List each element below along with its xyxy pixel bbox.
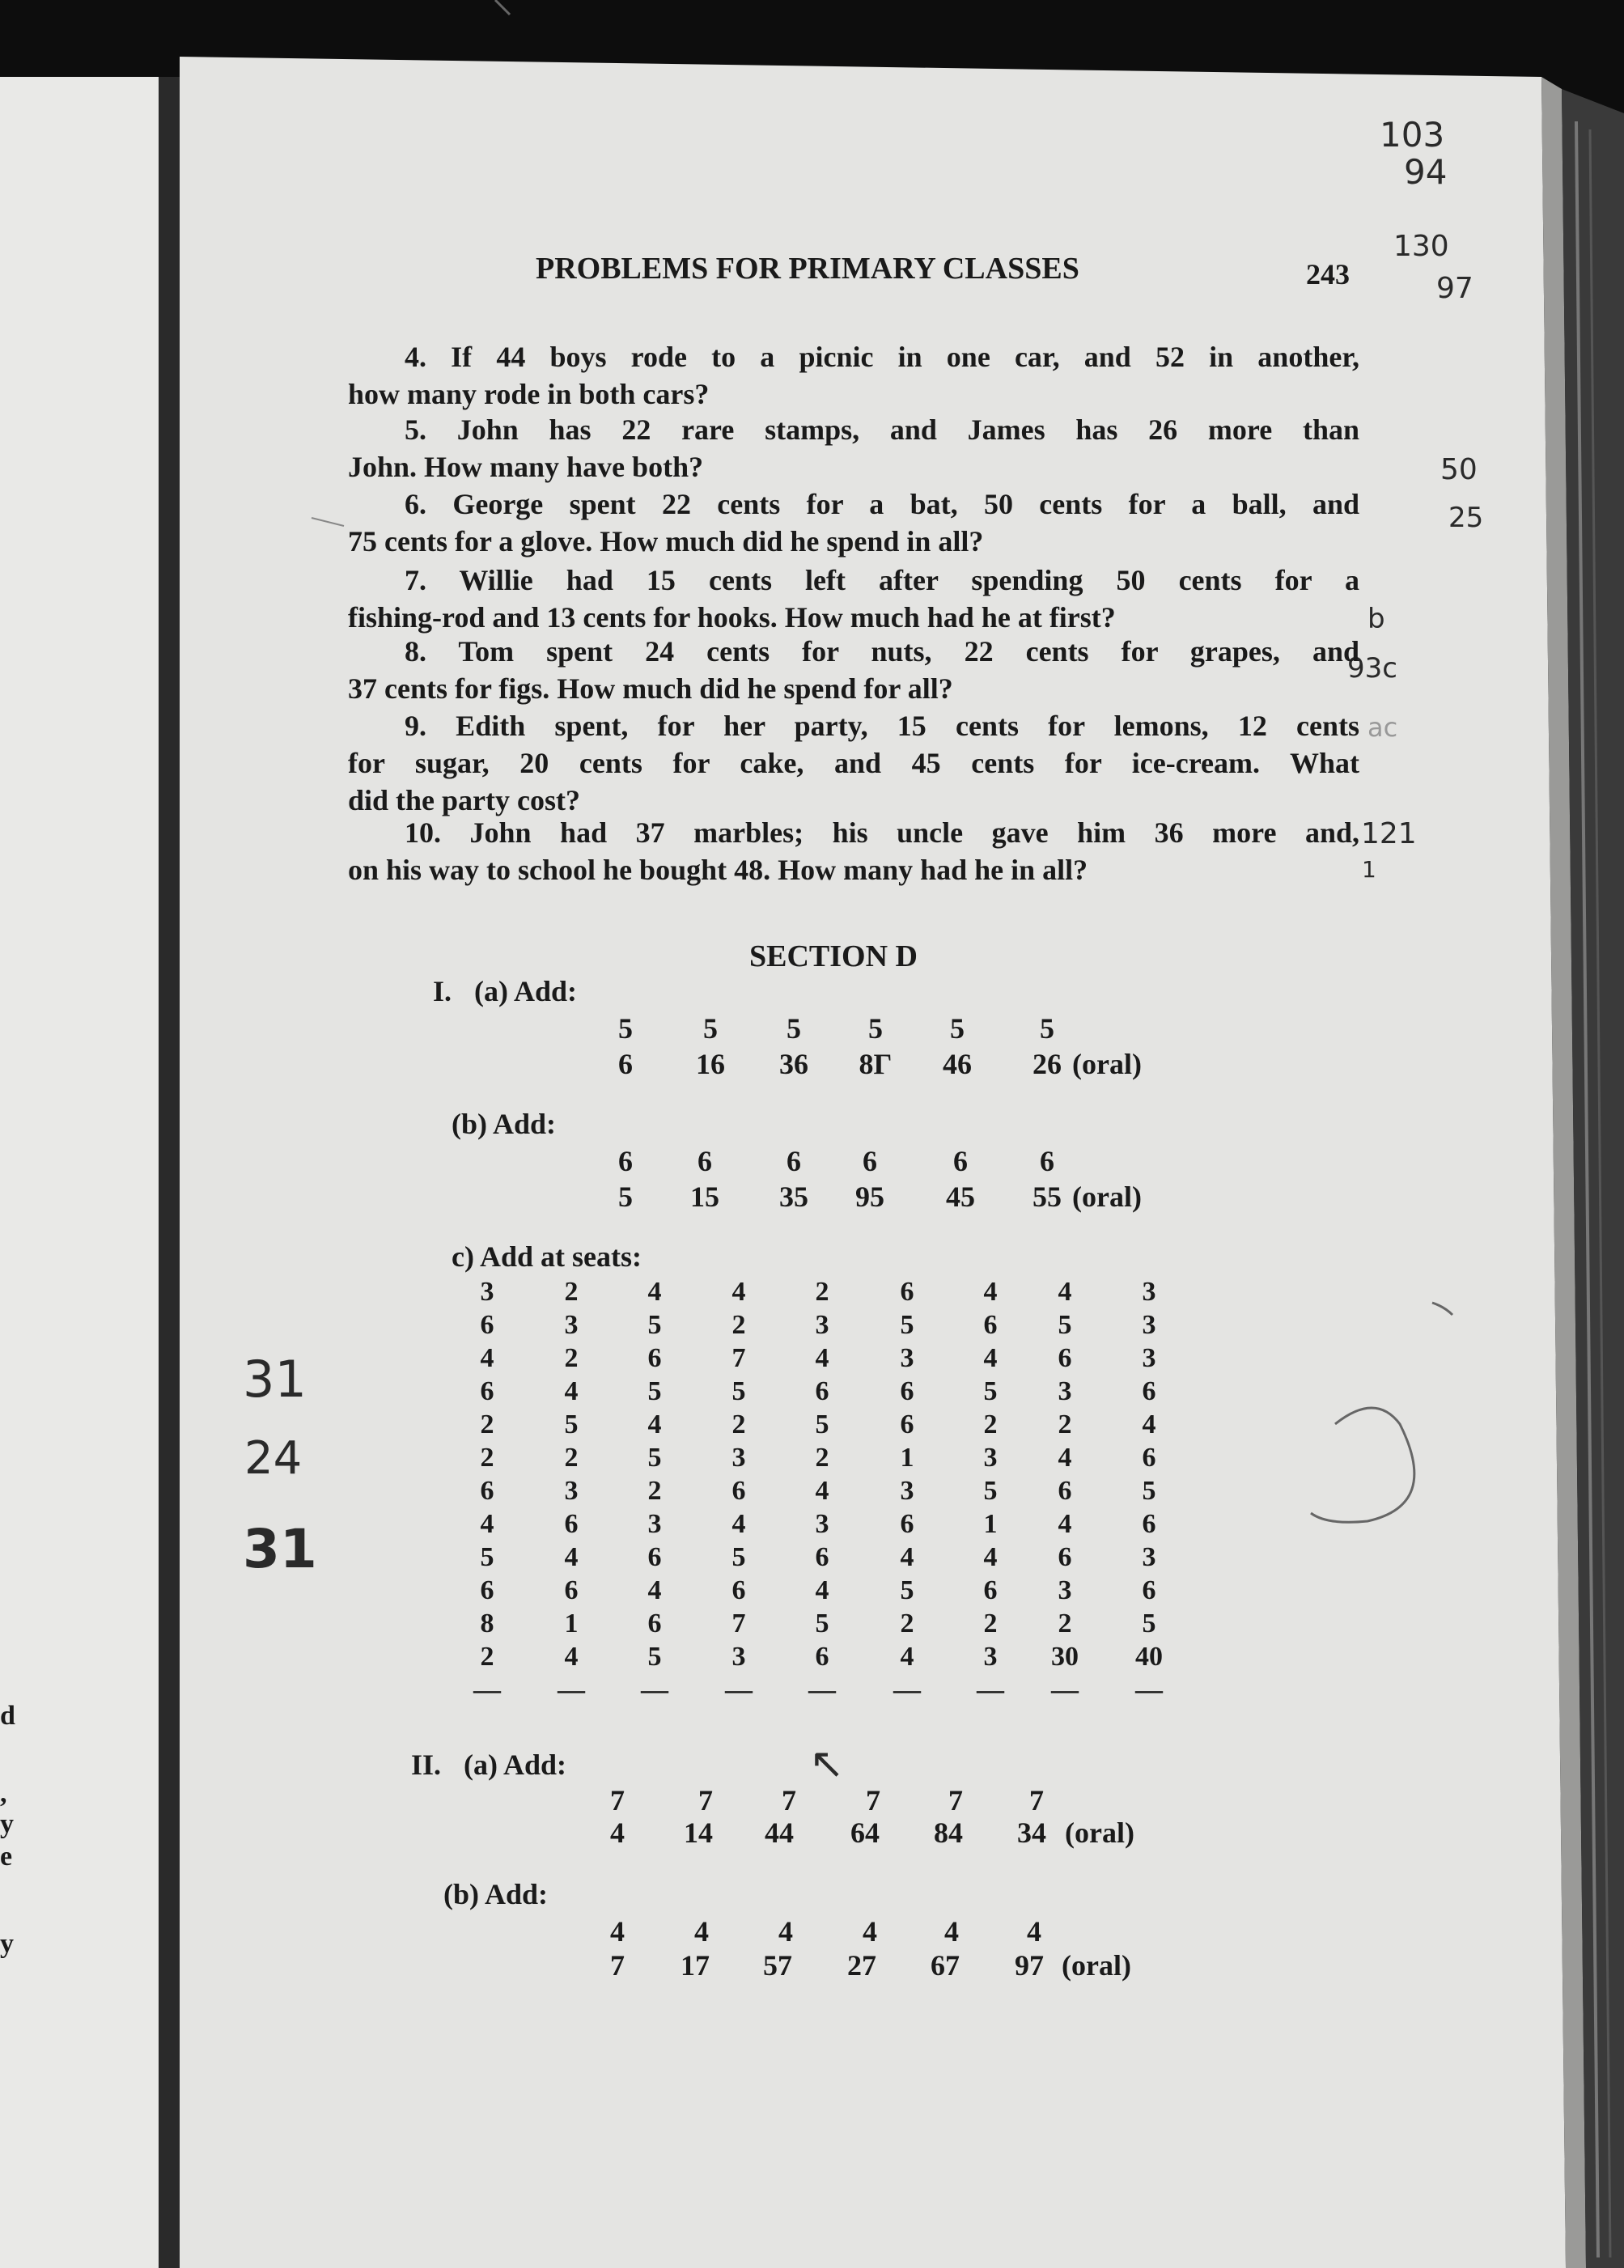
addition-column	[539, 1275, 604, 1706]
problem-line: for sugar, 20 cents for cake, and 45 cents for ice-cream. What	[348, 747, 1359, 779]
oral-note: (oral)	[1072, 1048, 1142, 1080]
sum-rule: —	[808, 1675, 836, 1705]
addition-column	[706, 1275, 771, 1706]
digit: 6	[480, 1476, 494, 1506]
problem-9	[348, 707, 1359, 819]
handwritten-note: ac	[1367, 712, 1398, 743]
problem-line: 37 cents for figs. How much did he spend for all?	[348, 672, 953, 705]
problem-line: 5. John has 22 rare stamps, and James has 26 more than	[405, 413, 1359, 446]
addend: 7	[948, 1784, 963, 1817]
handwritten-note: 93c	[1347, 652, 1397, 685]
addend: 84	[934, 1817, 963, 1849]
problem-4	[348, 338, 1359, 413]
digit: 5	[731, 1376, 746, 1406]
digit: 40	[1135, 1642, 1163, 1672]
problem-line: 7. Willie had 15 cents left after spending 50 cents for a	[405, 564, 1359, 596]
digit: 5	[480, 1542, 494, 1572]
problem-line: 6. George spent 22 cents for a bat, 50 cents for a ball, and	[405, 488, 1359, 520]
digit: 5	[731, 1542, 746, 1572]
digit: 4	[564, 1376, 579, 1406]
addend: 8Γ	[859, 1048, 893, 1080]
digit: 5	[1142, 1476, 1156, 1506]
handwritten-note: 94	[1404, 152, 1448, 192]
handwritten-note: 31	[243, 1350, 307, 1409]
exercise-label: (b) Add:	[443, 1878, 549, 1910]
digit: 4	[564, 1642, 579, 1672]
digit: 4	[1058, 1277, 1072, 1307]
addend: 44	[765, 1817, 794, 1849]
problem-line: 8. Tom spent 24 cents for nuts, 22 cents for grapes, and	[405, 635, 1359, 668]
addend: 4	[863, 1915, 877, 1948]
addend: 6	[787, 1145, 801, 1177]
exercise-label: (b) Add:	[452, 1108, 557, 1140]
addend: 7	[866, 1784, 880, 1817]
digit: 3	[1142, 1310, 1156, 1340]
addend: 7	[610, 1784, 625, 1817]
digit: 6	[1142, 1443, 1156, 1473]
digit: 4	[480, 1343, 494, 1373]
handwritten-note: 130	[1393, 230, 1449, 263]
addition-column	[958, 1275, 1023, 1706]
sum-rule: —	[558, 1675, 585, 1705]
digit: 2	[480, 1443, 494, 1473]
addition-column	[875, 1275, 939, 1706]
digit: 8	[480, 1609, 494, 1638]
addition-column	[1032, 1275, 1097, 1706]
problem-line: 9. Edith spent, for her party, 15 cents for lemons, 12 cents	[405, 710, 1359, 742]
addend: 7	[610, 1949, 625, 1982]
handwritten-note: 121	[1361, 817, 1417, 850]
digit: 3	[1058, 1376, 1072, 1406]
addition-column	[790, 1275, 854, 1706]
page-number: 243	[1306, 258, 1350, 290]
left-page-fragment: e	[0, 1842, 13, 1872]
digit: 6	[815, 1642, 829, 1672]
digit: 2	[564, 1443, 579, 1473]
addend: 36	[779, 1048, 808, 1080]
addend: 97	[1015, 1949, 1044, 1982]
digit: 6	[647, 1609, 662, 1638]
digit: 6	[1058, 1542, 1072, 1572]
digit: 4	[731, 1277, 746, 1307]
addend: 6	[953, 1145, 968, 1177]
digit: 3	[815, 1310, 829, 1340]
addend: 7	[1029, 1784, 1044, 1817]
sum-rule: —	[1051, 1675, 1079, 1705]
problem-line: on his way to school he bought 48. How many had he in all?	[348, 854, 1088, 886]
digit: 4	[564, 1542, 579, 1572]
digit: 4	[1142, 1410, 1156, 1439]
handwritten-note: 1	[1362, 856, 1376, 883]
digit: 6	[731, 1575, 746, 1605]
addend: 6	[698, 1145, 712, 1177]
left-page-fragment: ,	[0, 1778, 7, 1808]
digit: 2	[564, 1343, 579, 1373]
addend: 5	[950, 1012, 965, 1045]
digit: 4	[983, 1343, 998, 1373]
digit: 6	[564, 1509, 579, 1539]
digit: 5	[815, 1609, 829, 1638]
digit: 1	[564, 1609, 579, 1638]
digit: 5	[1058, 1310, 1072, 1340]
digit: 2	[647, 1476, 662, 1506]
oral-note: (oral)	[1065, 1817, 1134, 1849]
left-page-fragment: y	[0, 1809, 14, 1839]
digit: 2	[1058, 1609, 1072, 1638]
digit: 3	[731, 1443, 746, 1473]
digit: 2	[480, 1642, 494, 1672]
handwritten-note: 50	[1440, 453, 1478, 486]
digit: 4	[1058, 1509, 1072, 1539]
digit: 2	[731, 1310, 746, 1340]
digit: 5	[647, 1642, 662, 1672]
digit: 3	[1142, 1277, 1156, 1307]
addend: 5	[618, 1181, 633, 1213]
addend: 55	[1032, 1181, 1062, 1213]
digit: 3	[900, 1476, 914, 1506]
problem-line: 10. John had 37 marbles; his uncle gave him 36 more and,	[405, 816, 1359, 849]
addend: 14	[684, 1817, 713, 1849]
sum-rule: —	[1135, 1675, 1163, 1705]
digit: 6	[564, 1575, 579, 1605]
digit: 3	[731, 1642, 746, 1672]
addend: 15	[690, 1181, 719, 1213]
digit: 4	[647, 1575, 662, 1605]
exercise-label: (a) Add:	[464, 1749, 567, 1781]
addend: 4	[610, 1817, 625, 1849]
digit: 6	[647, 1343, 662, 1373]
digit: 4	[647, 1277, 662, 1307]
addend: 57	[763, 1949, 792, 1982]
digit: 4	[731, 1509, 746, 1539]
digit: 5	[983, 1476, 998, 1506]
digit: 2	[900, 1609, 914, 1638]
digit: 6	[900, 1410, 914, 1439]
digit: 6	[1058, 1476, 1072, 1506]
digit: 2	[731, 1410, 746, 1439]
problem-10	[348, 814, 1359, 888]
addend: 6	[1040, 1145, 1054, 1177]
addend: 16	[696, 1048, 725, 1080]
handwritten-note: 103	[1380, 115, 1445, 155]
section-title: SECTION D	[749, 939, 918, 973]
handwritten-note: b	[1367, 603, 1385, 635]
handwritten-note: 31	[243, 1518, 317, 1580]
problem-line: fishing-rod and 13 cents for hooks. How much had he at first?	[348, 601, 1116, 634]
problem-line: John. How many have both?	[348, 451, 704, 483]
sum-rule: —	[977, 1675, 1004, 1705]
addend: 35	[779, 1181, 808, 1213]
part-label: II.	[411, 1749, 442, 1781]
problem-line: 4. If 44 boys rode to a picnic in one car, and 52 in another,	[405, 341, 1359, 373]
addend: 27	[847, 1949, 876, 1982]
digit: 3	[1142, 1343, 1156, 1373]
problem-line: 75 cents for a glove. How much did he spend in all?	[348, 525, 984, 557]
exercise-label: c) Add at seats:	[452, 1240, 642, 1273]
digit: 2	[815, 1443, 829, 1473]
digit: 7	[731, 1609, 746, 1638]
digit: 4	[815, 1575, 829, 1605]
digit: 3	[480, 1277, 494, 1307]
addend: 5	[703, 1012, 718, 1045]
handwritten-note: 25	[1448, 502, 1484, 534]
digit: 6	[1058, 1343, 1072, 1373]
addend: 67	[931, 1949, 960, 1982]
handwritten-note: 24	[244, 1432, 303, 1485]
digit: 3	[564, 1476, 579, 1506]
digit: 5	[815, 1410, 829, 1439]
digit: 5	[564, 1410, 579, 1439]
addend: 26	[1032, 1048, 1062, 1080]
digit: 3	[815, 1509, 829, 1539]
digit: 6	[480, 1575, 494, 1605]
digit: 6	[731, 1476, 746, 1506]
digit: 2	[983, 1609, 998, 1638]
sum-rule: —	[725, 1675, 753, 1705]
digit: 2	[1058, 1410, 1072, 1439]
digit: 6	[983, 1310, 998, 1340]
digit: 6	[480, 1310, 494, 1340]
digit: 6	[1142, 1509, 1156, 1539]
left-page-fragment: d	[0, 1701, 15, 1731]
digit: 5	[983, 1376, 998, 1406]
digit: 6	[480, 1376, 494, 1406]
addend: 5	[868, 1012, 883, 1045]
digit: 6	[900, 1509, 914, 1539]
addend: 7	[698, 1784, 713, 1817]
digit: 4	[647, 1410, 662, 1439]
digit: 3	[983, 1642, 998, 1672]
digit: 2	[564, 1277, 579, 1307]
part-label: I.	[433, 975, 452, 1007]
digit: 7	[731, 1343, 746, 1373]
digit: 4	[1058, 1443, 1072, 1473]
problem-5	[348, 411, 1359, 485]
addend: 6	[863, 1145, 877, 1177]
addend: 34	[1017, 1817, 1046, 1849]
left-page-fragment: y	[0, 1929, 14, 1959]
digit: 3	[564, 1310, 579, 1340]
addend: 17	[681, 1949, 710, 1982]
addend: 46	[943, 1048, 972, 1080]
addend: 4	[778, 1915, 793, 1948]
addend: 64	[850, 1817, 880, 1849]
digit: 4	[480, 1509, 494, 1539]
digit: 4	[900, 1542, 914, 1572]
addend: 4	[610, 1915, 625, 1948]
digit: 3	[900, 1343, 914, 1373]
digit: 5	[900, 1575, 914, 1605]
digit: 2	[983, 1410, 998, 1439]
digit: 1	[900, 1443, 914, 1473]
digit: 4	[815, 1343, 829, 1373]
digit: 4	[983, 1277, 998, 1307]
digit: 6	[900, 1277, 914, 1307]
digit: 4	[815, 1476, 829, 1506]
problem-8	[348, 633, 1359, 707]
sum-rule: —	[473, 1675, 501, 1705]
addend: 4	[694, 1915, 709, 1948]
oral-note: (oral)	[1072, 1181, 1142, 1213]
addition-column	[455, 1275, 519, 1706]
digit: 2	[480, 1410, 494, 1439]
digit: 4	[983, 1542, 998, 1572]
running-head: PROBLEMS FOR PRIMARY CLASSES	[536, 252, 1079, 286]
digit: 6	[647, 1542, 662, 1572]
problem-line: how many rode in both cars?	[348, 378, 710, 410]
addend: 5	[1040, 1012, 1054, 1045]
digit: 3	[1058, 1575, 1072, 1605]
digit: 4	[900, 1642, 914, 1672]
digit: 6	[1142, 1575, 1156, 1605]
digit: 6	[1142, 1376, 1156, 1406]
exercise-label: (a) Add:	[474, 975, 578, 1007]
sum-rule: —	[641, 1675, 668, 1705]
handwritten-arrow: ↖	[809, 1740, 845, 1788]
addition-column	[1117, 1275, 1181, 1706]
digit: 1	[983, 1509, 998, 1539]
digit: 6	[900, 1376, 914, 1406]
digit: 6	[815, 1542, 829, 1572]
handwritten-note: 97	[1436, 272, 1473, 305]
digit: 5	[1142, 1609, 1156, 1638]
addend: 5	[787, 1012, 801, 1045]
digit: 30	[1051, 1642, 1079, 1672]
digit: 5	[647, 1376, 662, 1406]
digit: 3	[1142, 1542, 1156, 1572]
addend: 7	[782, 1784, 796, 1817]
problem-7	[348, 562, 1359, 636]
addend: 4	[944, 1915, 959, 1948]
addend: 45	[946, 1181, 975, 1213]
addend: 5	[618, 1012, 633, 1045]
addend: 6	[618, 1048, 633, 1080]
digit: 3	[647, 1509, 662, 1539]
digit: 5	[900, 1310, 914, 1340]
addition-column	[622, 1275, 687, 1706]
oral-note: (oral)	[1062, 1949, 1131, 1982]
digit: 3	[983, 1443, 998, 1473]
digit: 2	[815, 1277, 829, 1307]
digit: 5	[647, 1443, 662, 1473]
problem-line: did the party cost?	[348, 784, 580, 816]
sum-rule: —	[893, 1675, 921, 1705]
left-page	[0, 77, 172, 2268]
addend: 6	[618, 1145, 633, 1177]
problem-6	[348, 485, 1359, 560]
digit: 6	[983, 1575, 998, 1605]
digit: 5	[647, 1310, 662, 1340]
addend: 95	[855, 1181, 884, 1213]
digit: 6	[815, 1376, 829, 1406]
addend: 4	[1027, 1915, 1041, 1948]
